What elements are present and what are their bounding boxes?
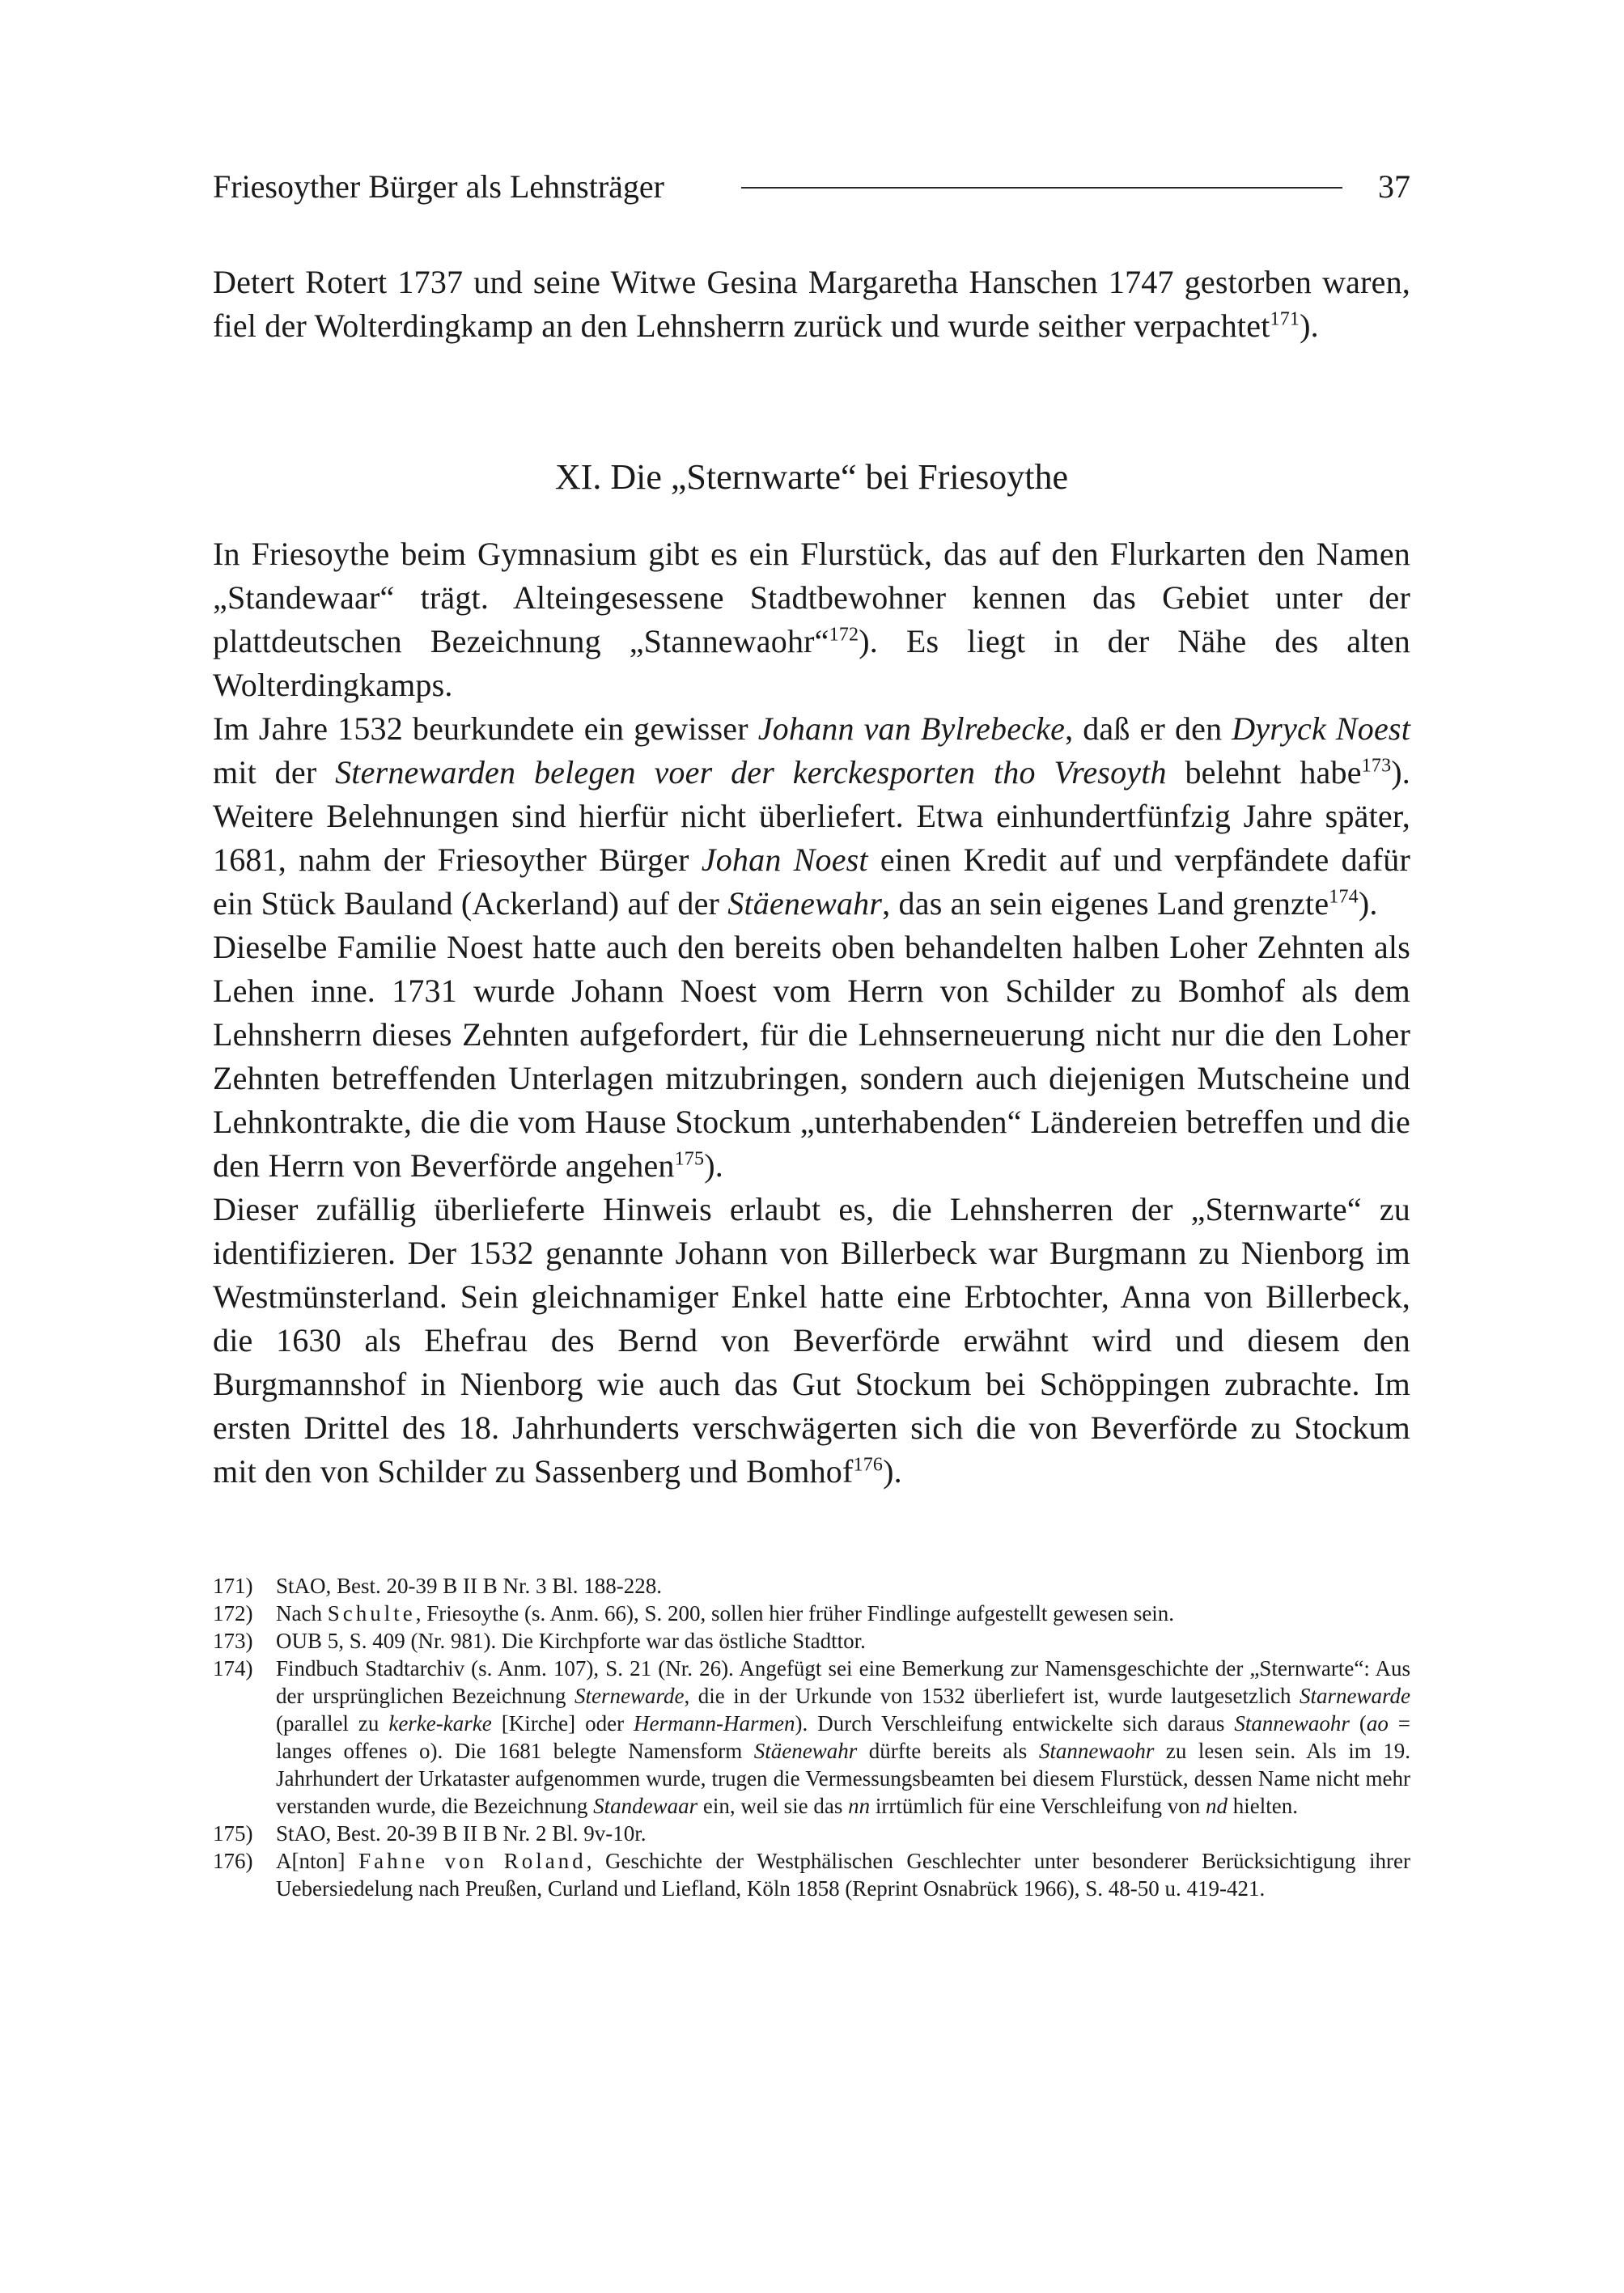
footnote xyxy=(213,1572,1410,1600)
footnote-segment: , Geschichte der Westphälischen Geschlechter unter besonderer Berücksichtigung ihrer Uebersiedelung nach Preußen, Curland und Liefland, Köln 1858 (Reprint Osnabrück 1966), S. 48-50 u. 419-421. xyxy=(276,1849,1410,1901)
footnote xyxy=(213,1627,1410,1655)
footnote-number: 173) xyxy=(213,1629,253,1653)
running-header xyxy=(213,159,1410,215)
author-name: Schulte xyxy=(327,1601,416,1625)
author-name: Fahne von Roland xyxy=(358,1849,587,1873)
footnote-number: 175) xyxy=(213,1821,253,1846)
paragraph-text: Dieselbe Familie Noest hatte auch den bereits oben behandelten halben Loher Zehnten als Lehen inne. 1731 wurde Johann Noest vom Herrn von Schilder zu Bomhof als dem Lehnsherrn dieses Zehnten aufgefordert, für die Lehnserneuerung nicht nur die den Loher Zehnten betreffenden Unterlagen mitzubringen, sondern auch diejenigen Mutscheine und Lehnkontrakte, die die vom Hause Stockum „unterhabenden“ Ländereien betreffen und die den Herrn von Beverförde angehen xyxy=(213,929,1410,1184)
paragraph-text: Im Jahre 1532 beurkundete ein gewisser xyxy=(213,710,758,747)
paragraph-text: In Friesoythe beim Gymnasium gibt es ein Flurstück, das auf den Flurkarten den Namen „Standewaar“ trägt. Alteingesessene Stadtbewohner kennen das Gebiet unter der plattdeutschen Bezeichnung „Stannewaohr“ xyxy=(213,536,1410,659)
footnote-ref[interactable]: 175 xyxy=(674,1148,705,1170)
page-number: 37 xyxy=(1378,168,1410,205)
italic-term: Johan Noest xyxy=(701,841,868,878)
paragraph-text: ). Es liegt in der Nähe des alten Wolterdingkamps. xyxy=(213,623,1410,703)
footnote-ref[interactable]: 173 xyxy=(1361,755,1392,777)
footnote-ref[interactable]: 172 xyxy=(829,624,859,646)
paragraph-text: mit der xyxy=(213,754,336,790)
paragraph-text: ). xyxy=(704,1147,723,1184)
paragraph xyxy=(213,261,1410,348)
italic-term: nd xyxy=(1205,1794,1228,1818)
footnote-segment: , die in der Urkunde von 1532 überliefert ist, wurde lautgesetzlich xyxy=(684,1684,1300,1708)
section-heading: XI. Die „Sternwarte“ bei Friesoythe xyxy=(554,457,1069,497)
footnote-segment: A[nton] xyxy=(276,1849,359,1873)
italic-term: Sternewarde xyxy=(574,1684,685,1708)
footnote-segment: ( xyxy=(1349,1711,1367,1736)
italic-term: ao xyxy=(1366,1711,1389,1736)
footnote xyxy=(213,1847,1410,1902)
opening-paragraph xyxy=(213,261,1410,348)
italic-term: Stäenewahr xyxy=(727,885,883,922)
italic-term: Stannewaohr xyxy=(1234,1711,1350,1736)
footnote xyxy=(213,1820,1410,1847)
footnote-text xyxy=(276,1655,1410,1820)
paragraph xyxy=(213,926,1410,1188)
footnote-segment: irrtümlich für eine Verschleifung von xyxy=(870,1794,1206,1818)
footnote-segment: = langes offenes o). Die 1681 belegte Namensform xyxy=(276,1711,1410,1763)
paragraph-text: einen Kredit auf und verpfändete dafür ein Stück Bauland (Ackerland) auf der xyxy=(213,841,1410,922)
section-body xyxy=(213,532,1410,1494)
footnote xyxy=(213,1600,1410,1627)
paragraph-text: Dieser zufällig überlieferte Hinweis erlaubt es, die Lehnsherren der „Sternwarte“ zu identifizieren. Der 1532 genannte Johann von Billerbeck war Burgmann zu Nienborg im Westmünsterland. Sein gleichnamiger Enkel hatte eine Erbtochter, Anna von Billerbeck, die 1630 als Ehefrau des Bernd von Beverförde erwähnt wird und diesem den Burgmannshof in Nienborg wie auch das Gut Stockum bei Schöppingen zubrachte. Im ersten Drittel des 18. Jahrhunderts verschwägerten sich die von Beverförde zu Stockum mit den von Schilder zu Sassenberg und Bomhof xyxy=(213,1191,1410,1490)
footnote-text: StAO, Best. 20-39 B II B Nr. 3 Bl. 188-228. xyxy=(276,1574,663,1598)
footnote-text: StAO, Best. 20-39 B II B Nr. 2 Bl. 9v-10r. xyxy=(276,1821,647,1846)
paragraph-text: belehnt habe xyxy=(1166,754,1362,790)
footnote-segment: Findbuch Stadtarchiv (s. Anm. 107), S. 21 (Nr. 26). Angefügt sei eine Bemerkung zur Namensgeschichte der „Sternwarte“: Aus der ursprünglichen Bezeichnung xyxy=(276,1656,1410,1708)
paragraph-text: ). xyxy=(1300,307,1319,344)
italic-term: Dyryck Noest xyxy=(1232,710,1411,747)
italic-term: kerke-karke xyxy=(388,1711,492,1736)
footnote-segment: (parallel zu xyxy=(276,1711,389,1736)
footnote-ref[interactable]: 171 xyxy=(1270,308,1300,330)
paragraph-text: ). Weitere Belehnungen sind hierfür nicht überliefert. Etwa einhundertfünfzig Jahre später, 1681, nahm der Friesoyther Bürger xyxy=(213,754,1411,878)
footnote-text: OUB 5, S. 409 (Nr. 981). Die Kirchpforte war das östliche Stadttor. xyxy=(276,1629,866,1653)
footnote-segment: ). Durch Verschleifung entwickelte sich daraus xyxy=(795,1711,1235,1736)
footnote-ref[interactable]: 174 xyxy=(1329,886,1359,908)
paragraph-text: ). xyxy=(1358,885,1378,922)
footnote-segment: hielten. xyxy=(1227,1794,1298,1818)
footnote-number: 174) xyxy=(213,1656,253,1681)
italic-term: Stannewaohr xyxy=(1038,1739,1155,1763)
paragraph xyxy=(213,532,1410,707)
running-title: Friesoyther Bürger als Lehnsträger xyxy=(213,168,664,205)
footnote xyxy=(213,1655,1410,1820)
italic-term: Hermann-Harmen xyxy=(634,1711,795,1736)
footnote-text xyxy=(276,1847,1410,1902)
footnote-text xyxy=(276,1600,1410,1627)
footnote-segment: ein, weil sie das xyxy=(698,1794,849,1818)
paragraph xyxy=(213,707,1410,926)
paragraph-text: ). xyxy=(883,1453,902,1490)
italic-term: Sternewarden belegen voer der kerckesporten tho Vresoyth xyxy=(335,754,1167,790)
footnote-segment: dürfte bereits als xyxy=(857,1739,1039,1763)
footnote-ref[interactable]: 176 xyxy=(853,1454,884,1476)
footnote-segment: , Friesoythe (s. Anm. 66), S. 200, sollen hier früher Findlinge aufgestellt gewesen sein. xyxy=(415,1601,1175,1625)
italic-term: Starnewarde xyxy=(1299,1684,1410,1708)
paragraph-text: Detert Rotert 1737 und seine Witwe Gesina Margaretha Hanschen 1747 gestorben waren, fiel der Wolterdingkamp an den Lehnsherrn zurück und wurde seither verpachtet xyxy=(213,264,1410,344)
header-rule xyxy=(741,187,1342,189)
footnotes xyxy=(213,1572,1410,1902)
italic-term: Standewaar xyxy=(593,1794,698,1818)
footnote-number: 176) xyxy=(213,1849,253,1873)
italic-term: Stäenewahr xyxy=(753,1739,858,1763)
paragraph-text: , das an sein eigenes Land grenzte xyxy=(882,885,1329,922)
footnote-segment: Nach xyxy=(276,1601,328,1625)
paragraph-text: , daß er den xyxy=(1065,710,1232,747)
paragraph xyxy=(213,1188,1410,1494)
footnote-number: 171) xyxy=(213,1574,253,1598)
footnote-segment: [Kirche] oder xyxy=(491,1711,634,1736)
footnote-segment: zu lesen sein. Als im 19. Jahrhundert der Urkataster aufgenommen wurde, trugen die Vermessungsbeamten bei diesem Flurstück, dessen Name nicht mehr verstanden wurde, die Bezeichnung xyxy=(276,1739,1410,1818)
italic-term: Johann van Bylrebecke xyxy=(757,710,1066,747)
italic-term: nn xyxy=(848,1794,871,1818)
footnote-number: 172) xyxy=(213,1601,253,1625)
